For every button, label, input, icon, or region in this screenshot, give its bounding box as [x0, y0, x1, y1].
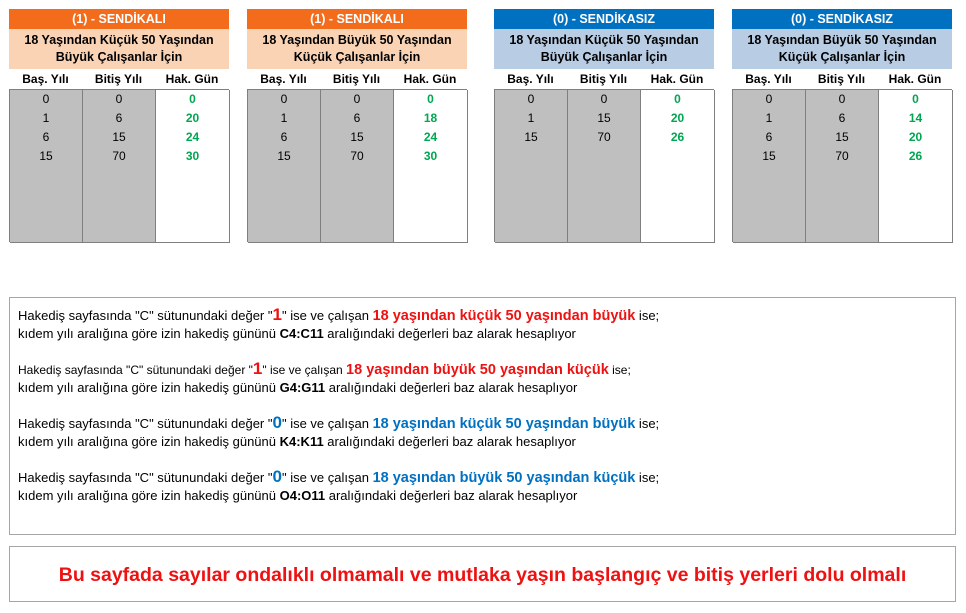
cell-days[interactable]: [641, 223, 715, 243]
cell-days[interactable]: 24: [394, 128, 468, 148]
cell-start-year[interactable]: [495, 223, 568, 243]
note-text: Hakediş sayfasında "C" sütunundaki değer ": [18, 308, 273, 323]
cell-start-year[interactable]: 0: [733, 90, 806, 110]
table-row: [10, 147, 229, 166]
table-row: [733, 128, 952, 147]
table-row: [733, 90, 952, 109]
cell-days[interactable]: 20: [879, 128, 953, 148]
cell-days[interactable]: 24: [156, 128, 230, 148]
cell-start-year[interactable]: [495, 166, 568, 186]
cell-start-year[interactable]: 6: [248, 128, 321, 148]
note-value: 1: [252, 359, 263, 378]
table-grid: [247, 89, 467, 242]
col-header-days: Hak. Gün: [165, 72, 219, 86]
cell-days[interactable]: [156, 204, 230, 224]
table-title: (1) - SENDİKALI: [247, 9, 467, 29]
cell-start-year[interactable]: [733, 185, 806, 205]
note-text: ise;: [635, 470, 660, 485]
cell-start-year[interactable]: 1: [733, 109, 806, 129]
cell-start-year[interactable]: 0: [248, 90, 321, 110]
cell-start-year[interactable]: [10, 166, 83, 186]
table-row: [248, 90, 467, 109]
column-headers: [247, 69, 467, 89]
cell-start-year[interactable]: [733, 223, 806, 243]
cell-days[interactable]: 0: [641, 90, 715, 110]
cell-end-year[interactable]: 0: [806, 90, 879, 110]
cell-days[interactable]: 14: [879, 109, 953, 129]
table-row: [10, 166, 229, 185]
table-row: [10, 109, 229, 128]
cell-end-year[interactable]: [568, 166, 641, 186]
table-subtitle: [494, 29, 714, 69]
table-row: [248, 166, 467, 185]
cell-days[interactable]: 0: [156, 90, 230, 110]
cell-start-year[interactable]: [495, 147, 568, 167]
cell-end-year[interactable]: [568, 185, 641, 205]
cell-days[interactable]: 30: [394, 147, 468, 167]
col-header-end: Bitiş Yılı: [817, 72, 866, 86]
subtitle-line: Büyük Çalışanlar İçin: [55, 50, 183, 64]
cell-days[interactable]: [394, 185, 468, 205]
col-header-end: Bitiş Yılı: [94, 72, 143, 86]
subtitle-line: 18 Yaşından Küçük 50 Yaşından: [509, 33, 699, 47]
note-value: 0: [272, 413, 282, 432]
table-sendikasiz-buyuk-kucuk: [732, 9, 952, 242]
table-row: [248, 147, 467, 166]
cell-start-year[interactable]: 1: [495, 109, 568, 129]
table-title: (1) - SENDİKALI: [9, 9, 229, 29]
cell-end-year[interactable]: 6: [321, 109, 394, 129]
table-subtitle: [732, 29, 952, 69]
cell-start-year[interactable]: [733, 204, 806, 224]
cell-days[interactable]: 20: [641, 109, 715, 129]
cell-end-year[interactable]: 70: [568, 128, 641, 148]
note-text: ise;: [608, 363, 631, 377]
cell-end-year[interactable]: 70: [321, 147, 394, 167]
cell-end-year[interactable]: 70: [83, 147, 156, 167]
cell-end-year[interactable]: 0: [321, 90, 394, 110]
table-row: [495, 128, 714, 147]
cell-days[interactable]: [879, 204, 953, 224]
table-row: [733, 204, 952, 223]
note-4: [18, 468, 947, 504]
note-text: " ise ve çalışan: [281, 416, 373, 431]
cell-start-year[interactable]: 0: [10, 90, 83, 110]
table-row: [10, 204, 229, 223]
cell-end-year[interactable]: [806, 166, 879, 186]
column-headers: [9, 69, 229, 89]
note-1: [18, 306, 947, 342]
cell-end-year[interactable]: [83, 166, 156, 186]
note-range: K4:K11: [279, 434, 324, 449]
table-row: [248, 128, 467, 147]
note-condition: 18 yaşından büyük 50 yaşından küçük: [346, 362, 609, 378]
cell-days[interactable]: [641, 166, 715, 186]
table-subtitle: [247, 29, 467, 69]
subtitle-line: Küçük Çalışanlar İçin: [293, 50, 421, 64]
cell-end-year[interactable]: [806, 204, 879, 224]
warning-text: Bu sayfada sayılar ondalıklı olmamalı ve mutlaka yaşın başlangıç ve bitiş yerleri dolu olmalı: [58, 564, 907, 586]
note-text: kıdem yılı aralığına göre izin hakediş gününü: [18, 488, 280, 503]
cell-days[interactable]: 26: [879, 147, 953, 167]
note-text: ise;: [635, 416, 660, 431]
cell-start-year[interactable]: 1: [10, 109, 83, 129]
table-row: [495, 223, 714, 242]
col-header-days: Hak. Gün: [403, 72, 457, 86]
note-value: 1: [272, 305, 282, 324]
cell-days[interactable]: [156, 223, 230, 243]
cell-start-year[interactable]: [10, 223, 83, 243]
cell-start-year[interactable]: [248, 166, 321, 186]
cell-end-year[interactable]: 15: [321, 128, 394, 148]
cell-end-year[interactable]: [568, 147, 641, 167]
subtitle-line: Küçük Çalışanlar İçin: [778, 50, 906, 64]
note-text: aralığındaki değerleri baz alarak hesaplıyor: [323, 326, 576, 341]
col-header-days: Hak. Gün: [888, 72, 942, 86]
table-row: [733, 166, 952, 185]
cell-end-year[interactable]: [806, 223, 879, 243]
table-row: [495, 90, 714, 109]
cell-days[interactable]: 20: [156, 109, 230, 129]
cell-end-year[interactable]: 15: [568, 109, 641, 129]
cell-days[interactable]: [879, 223, 953, 243]
table-row: [248, 109, 467, 128]
cell-days[interactable]: [641, 185, 715, 205]
subtitle-line: Büyük Çalışanlar İçin: [540, 50, 668, 64]
table-row: [733, 109, 952, 128]
note-text: kıdem yılı aralığına göre izin hakediş gününü: [18, 434, 280, 449]
table-row: [248, 185, 467, 204]
column-headers: [494, 69, 714, 89]
cell-end-year[interactable]: 15: [83, 128, 156, 148]
cell-start-year[interactable]: [10, 185, 83, 205]
cell-days[interactable]: 18: [394, 109, 468, 129]
cell-start-year[interactable]: 15: [733, 147, 806, 167]
note-condition: 18 yaşından küçük 50 yaşından büyük: [372, 416, 636, 432]
table-row: [733, 223, 952, 242]
note-2: [18, 360, 947, 396]
note-text: aralığındaki değerleri baz alarak hesaplıyor: [325, 380, 578, 395]
table-row: [733, 185, 952, 204]
cell-days[interactable]: [879, 166, 953, 186]
note-text: aralığındaki değerleri baz alarak hesaplıyor: [325, 488, 578, 503]
table-row: [248, 204, 467, 223]
table-row: [495, 204, 714, 223]
cell-end-year[interactable]: [321, 223, 394, 243]
col-header-days: Hak. Gün: [650, 72, 704, 86]
table-row: [248, 223, 467, 242]
table-grid: [494, 89, 714, 242]
cell-end-year[interactable]: 70: [806, 147, 879, 167]
cell-end-year[interactable]: [568, 223, 641, 243]
note-3: [18, 414, 947, 450]
cell-end-year[interactable]: 15: [806, 128, 879, 148]
warning-box: [9, 546, 956, 602]
cell-start-year[interactable]: [248, 185, 321, 205]
cell-days[interactable]: 0: [394, 90, 468, 110]
cell-end-year[interactable]: [321, 166, 394, 186]
note-condition: 18 yaşından büyük 50 yaşından küçük: [372, 470, 636, 486]
cell-end-year[interactable]: [806, 185, 879, 205]
col-header-start: Baş. Yılı: [507, 72, 554, 86]
cell-start-year[interactable]: 15: [248, 147, 321, 167]
note-text: Hakediş sayfasında "C" sütunundaki değer ": [18, 470, 273, 485]
table-row: [495, 166, 714, 185]
cell-end-year[interactable]: [321, 185, 394, 205]
cell-end-year[interactable]: 0: [83, 90, 156, 110]
cell-start-year[interactable]: [733, 166, 806, 186]
note-range: C4:C11: [279, 326, 324, 341]
cell-start-year[interactable]: 15: [10, 147, 83, 167]
cell-start-year[interactable]: [248, 204, 321, 224]
table-row: [10, 90, 229, 109]
subtitle-line: 18 Yaşından Küçük 50 Yaşından: [24, 33, 214, 47]
table-row: [10, 185, 229, 204]
note-value: 0: [272, 467, 282, 486]
cell-days[interactable]: 30: [156, 147, 230, 167]
col-header-end: Bitiş Yılı: [579, 72, 628, 86]
cell-days[interactable]: [394, 166, 468, 186]
table-row: [10, 223, 229, 242]
cell-days[interactable]: 0: [879, 90, 953, 110]
table-title: (0) - SENDİKASIZ: [732, 9, 952, 29]
cell-start-year[interactable]: 0: [495, 90, 568, 110]
cell-start-year[interactable]: 15: [495, 128, 568, 148]
note-text: Hakediş sayfasında "C" sütunundaki değer ": [18, 416, 273, 431]
note-range: G4:G11: [279, 380, 326, 395]
cell-end-year[interactable]: [83, 223, 156, 243]
col-header-end: Bitiş Yılı: [332, 72, 381, 86]
cell-start-year[interactable]: 6: [733, 128, 806, 148]
table-sendikasiz-kucuk-buyuk: [494, 9, 714, 242]
note-text: kıdem yılı aralığına göre izin hakediş gününü: [18, 326, 280, 341]
column-headers: [732, 69, 952, 89]
cell-days[interactable]: [879, 185, 953, 205]
cell-start-year[interactable]: 1: [248, 109, 321, 129]
cell-end-year[interactable]: [83, 185, 156, 205]
table-row: [733, 147, 952, 166]
cell-end-year[interactable]: 0: [568, 90, 641, 110]
cell-start-year[interactable]: [495, 185, 568, 205]
subtitle-line: 18 Yaşından Büyük 50 Yaşından: [747, 33, 937, 47]
note-condition: 18 yaşından küçük 50 yaşından büyük: [372, 308, 636, 324]
cell-end-year[interactable]: [83, 204, 156, 224]
col-header-start: Baş. Yılı: [22, 72, 69, 86]
cell-start-year[interactable]: [495, 204, 568, 224]
explanation-box: [9, 297, 956, 535]
note-text: " ise ve çalışan: [281, 308, 373, 323]
note-text: Hakediş sayfasında "C" sütunundaki değer ": [18, 363, 253, 377]
note-text: ise;: [635, 308, 660, 323]
table-title: (0) - SENDİKASIZ: [494, 9, 714, 29]
table-sendikali-buyuk-kucuk: [247, 9, 467, 242]
cell-days[interactable]: 26: [641, 128, 715, 148]
cell-start-year[interactable]: 6: [10, 128, 83, 148]
cell-end-year[interactable]: [568, 204, 641, 224]
note-text: " ise ve çalışan: [281, 470, 373, 485]
cell-days[interactable]: [641, 204, 715, 224]
table-row: [495, 109, 714, 128]
table-row: [10, 128, 229, 147]
note-text: kıdem yılı aralığına göre izin hakediş gününü: [18, 380, 280, 395]
col-header-start: Baş. Yılı: [260, 72, 307, 86]
table-subtitle: [9, 29, 229, 69]
cell-days[interactable]: [394, 204, 468, 224]
subtitle-line: 18 Yaşından Büyük 50 Yaşından: [262, 33, 452, 47]
cell-start-year[interactable]: [10, 204, 83, 224]
table-grid: [9, 89, 229, 242]
cell-days[interactable]: [641, 147, 715, 167]
table-grid: [732, 89, 952, 242]
note-text: aralığındaki değerleri baz alarak hesaplıyor: [323, 434, 576, 449]
cell-days[interactable]: [156, 166, 230, 186]
cell-days[interactable]: [156, 185, 230, 205]
cell-end-year[interactable]: 6: [83, 109, 156, 129]
cell-start-year[interactable]: [248, 223, 321, 243]
note-text: " ise ve çalışan: [262, 363, 347, 377]
table-row: [495, 185, 714, 204]
cell-end-year[interactable]: [321, 204, 394, 224]
table-row: [495, 147, 714, 166]
note-range: O4:O11: [279, 488, 326, 503]
cell-days[interactable]: [394, 223, 468, 243]
table-sendikali-kucuk-buyuk: [9, 9, 229, 242]
col-header-start: Baş. Yılı: [745, 72, 792, 86]
cell-end-year[interactable]: 6: [806, 109, 879, 129]
